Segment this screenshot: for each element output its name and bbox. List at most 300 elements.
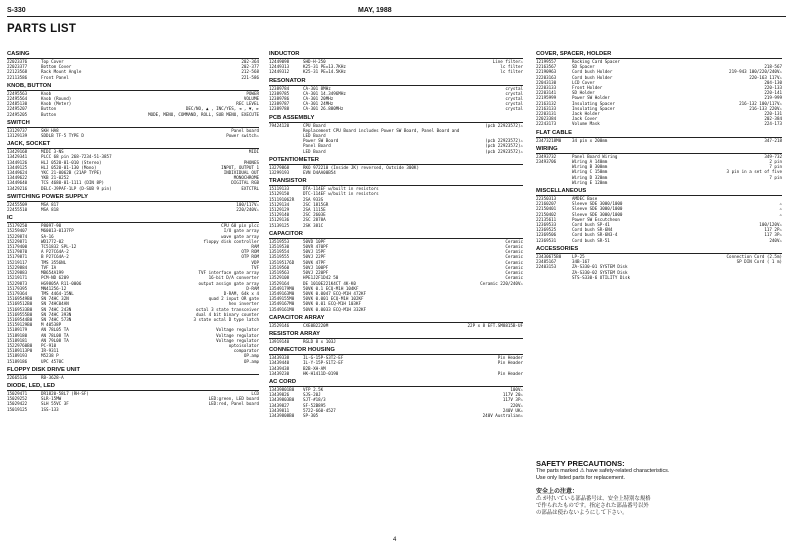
part-description: VFP 2.5K	[303, 386, 324, 392]
part-description: HLJ 0520-01-010 (Stereo)	[41, 159, 102, 165]
part-description: ZA-S330-02 SYSTEM Disk	[572, 269, 628, 275]
part-description: HK-H1411D-0190	[303, 370, 339, 376]
part-description: 50VD 10PF	[303, 238, 326, 244]
part-number: 13549161M0	[269, 306, 295, 312]
part-number: 151191062R	[269, 196, 295, 202]
part-note: DEC/NO, ▲ , INC/YES, ◄ , ▼, ►	[185, 106, 259, 112]
section-heading: JACK, SOCKET	[7, 141, 259, 149]
section-heading: CAPACITOR ARRAY	[269, 315, 523, 323]
part-description: Wiring D 320mm	[572, 174, 608, 180]
part-description: PCM-ND 6209	[41, 275, 69, 281]
part-description: Rocking Card Spacer	[572, 59, 620, 64]
part-number: 15179364	[7, 290, 28, 296]
part-note: CPU 68 pin plcc	[221, 223, 259, 229]
part-number: 15219171	[7, 275, 28, 281]
part-note: crystal	[505, 106, 523, 112]
part-number: 15229871	[7, 238, 28, 244]
part-number: 13919140	[269, 338, 290, 344]
parts-column-middle	[269, 48, 523, 418]
part-description: 50VJ 100PF	[303, 264, 329, 270]
part-note: D-RAM, 64k x 4	[223, 290, 259, 296]
part-description: 5722-660-4527	[303, 407, 336, 413]
part-number: 22163133	[536, 105, 557, 111]
part-note: PHONES	[243, 159, 259, 165]
part-description: Button	[41, 106, 57, 112]
part-note: 216-132 100/117V⚠	[739, 100, 782, 106]
part-number: 13519553	[269, 238, 290, 244]
section-heading: WIRING	[536, 146, 782, 154]
part-description: Sleeve SDE 3000/1000	[572, 201, 623, 207]
part-note: 100/117V⚠	[236, 201, 259, 207]
part-note: 2 pin	[769, 159, 782, 165]
section-heading: POTENTIOMETER	[269, 157, 523, 165]
part-number: 13439440	[269, 360, 290, 366]
part-note: Voltage regulator	[216, 332, 259, 338]
part-number: 13129139	[7, 133, 28, 139]
part-number: 22485130	[7, 101, 28, 107]
section-heading: PCB ASSEMBLY	[269, 115, 523, 123]
safety-title: SAFETY PRECAUTIONS:	[536, 459, 625, 468]
part-description: SN 74HC 573N	[41, 316, 72, 322]
part-description: 50VK 0.0047 ECQ-M1H 472KF	[303, 290, 367, 296]
part-row	[269, 223, 523, 228]
part-row	[269, 149, 523, 154]
part-note: 100/120V⚠	[759, 222, 782, 228]
part-number: 15129140	[269, 212, 290, 218]
part-row	[269, 106, 523, 111]
part-description: AN 78L05 TA	[41, 327, 69, 333]
part-number: 13439827	[269, 402, 290, 408]
part-number: 13439801B0	[269, 386, 295, 392]
part-description: P8097-90	[41, 223, 62, 229]
part-note: Ceramic	[505, 275, 523, 281]
part-note: 221-586	[241, 74, 259, 80]
part-note: MODE, MENU, COMMAND, ROLL, SUB MENU, EXECUTE	[148, 111, 259, 117]
part-note: wave gate array	[221, 233, 259, 239]
part-description: 1SS-133	[41, 406, 59, 412]
part-note: SP DIN Cord ( 1 m)	[736, 259, 782, 265]
part-number: 15229883	[7, 270, 28, 276]
part-note: lc filter	[500, 64, 523, 70]
part-description: SLR-15MW	[41, 396, 62, 402]
part-number: 15129134	[269, 201, 290, 207]
part-description: CA-301 20MHz	[303, 96, 334, 102]
part-number: 22023376	[7, 59, 28, 64]
part-note: Panel board	[231, 127, 259, 133]
part-note: lc filter	[500, 69, 523, 75]
part-number: 15229884	[7, 264, 28, 270]
part-number: 15179400	[7, 244, 28, 250]
part-description: CA-301 26.880MHz	[303, 106, 344, 112]
part-description: IR-9311	[41, 348, 59, 354]
part-note: 117V 20⚠	[502, 392, 523, 398]
part-note: LCD	[251, 390, 259, 396]
part-description: M60013-0137FP	[41, 228, 74, 234]
part-description: Wiring E 120mm	[572, 179, 608, 185]
part-note: TVF interface gate array	[198, 270, 259, 276]
part-description: UPC 4570C	[41, 358, 64, 364]
part-description: DTA-114EF w/built in resistors	[303, 186, 379, 192]
part-note: D-RAM	[246, 285, 259, 291]
part-description: 34B-167	[572, 259, 590, 265]
part-note: 218-567	[764, 64, 782, 70]
section-heading: INDUCTOR	[269, 51, 523, 59]
part-number: 15159129B0	[7, 322, 33, 328]
part-number: 22203163	[536, 74, 557, 80]
part-note: Voltage regulator	[216, 327, 259, 333]
part-number: 22190963	[536, 69, 557, 75]
page-number: 4	[393, 537, 397, 543]
part-note: Ceramic	[505, 254, 523, 260]
part-description: SJT-#18/3	[303, 397, 326, 403]
section-heading: MISCELLANEOUS	[536, 188, 782, 196]
part-description: SN 74HC 243N	[41, 306, 72, 312]
part-note: DIGITAL RGB	[231, 180, 259, 186]
part-note: OP.amp	[243, 353, 259, 359]
part-note: comparator	[233, 348, 259, 354]
part-description: Sleeve SDE 3000/1000	[572, 206, 623, 212]
part-number: 15189186	[7, 358, 28, 364]
part-number: 22403153	[536, 264, 557, 270]
part-note: 212-568	[241, 69, 259, 75]
part-note: 204-130	[764, 79, 782, 85]
part-description: Cord bush SR-6N3-4	[572, 232, 618, 238]
part-description: K25-31 PE=14.5KHz	[303, 69, 346, 75]
part-number: 15119133	[269, 186, 290, 192]
part-note: 220V⚠	[510, 402, 523, 408]
part-note: crystal	[505, 96, 523, 102]
part-description: 50VK 0.001 ECQ-M1H 102KF	[303, 296, 364, 302]
part-description: B P27C64A-2	[41, 254, 69, 260]
part-description: Insulating Spacer	[572, 100, 615, 106]
part-row	[269, 323, 523, 328]
part-number: 23493732	[536, 153, 557, 159]
parts-column-left	[7, 48, 259, 412]
part-description: 50VJ 220PF	[303, 270, 329, 276]
part-note: 117 3P⚠	[764, 232, 782, 238]
section-heading: ACCESSORIES	[536, 246, 782, 254]
part-note	[363, 170, 523, 175]
document-date: MAY, 1988	[358, 7, 392, 14]
part-description: SP-305	[303, 412, 319, 418]
part-description: HPE1J2F1D42 50	[303, 275, 339, 281]
part-description: SD Holder	[572, 90, 595, 96]
part-note: LED:green, LED board	[208, 396, 259, 402]
part-row	[7, 375, 259, 380]
part-number: 13549179M0	[269, 285, 295, 291]
part-description: Cord bush Holder	[572, 74, 613, 80]
part-number: 15019125	[7, 406, 28, 412]
part-number: 15179871	[7, 254, 28, 260]
part-note: (pcb 22923572)⚠	[485, 138, 523, 144]
part-number: 22203141	[536, 90, 557, 96]
part-note: Pin Header	[497, 360, 523, 366]
part-note: MIDI	[248, 149, 259, 155]
part-row	[536, 238, 782, 243]
part-number: 15189193	[7, 353, 28, 359]
part-number: 15029471	[7, 390, 28, 396]
part-number: 13299193	[269, 170, 290, 176]
part-description: Wiring C 150mm	[572, 169, 608, 175]
part-description: 50VK 47PF	[303, 259, 326, 265]
part-number: 13279868	[269, 164, 290, 170]
part-description: Bottom Cover	[41, 64, 72, 70]
part-description: TVF IA	[41, 264, 57, 270]
part-description: CXE0B2220M	[303, 322, 329, 328]
part-number: 12389786	[269, 96, 290, 102]
section-heading: SWITCH	[7, 120, 259, 128]
safety-precautions	[536, 459, 776, 517]
part-number: 13519555	[269, 254, 290, 260]
part-number: 12389788	[269, 106, 290, 112]
part-number: 15229760B0	[7, 342, 33, 348]
part-number: 22195999	[536, 95, 557, 101]
part-row	[536, 121, 782, 126]
part-note: Ceramic	[505, 249, 523, 255]
part-row	[536, 180, 782, 185]
part-number: 22455510	[7, 207, 28, 213]
part-note: TVF	[251, 264, 259, 270]
part-note: octal 3 state transceiver	[195, 306, 259, 312]
parts-column-right	[536, 48, 782, 280]
part-number: 23430675B0	[536, 253, 562, 259]
part-number: 12389787	[269, 101, 290, 107]
part-number: 12449312	[269, 69, 290, 75]
part-note	[632, 180, 782, 185]
part-number: 22495564	[7, 96, 28, 102]
part-number: 22163132	[536, 100, 557, 106]
part-description: LED Board	[303, 133, 326, 139]
part-number: 15169544B0	[7, 316, 33, 322]
part-description: 50VR 470PF	[303, 244, 329, 250]
part-note: crystal	[505, 85, 523, 91]
part-number: 13449125	[7, 164, 28, 170]
part-note: 349-732	[764, 153, 782, 159]
safety-line-japanese: ⚠ が付いている部品番号は、安全上特別な規格	[536, 496, 651, 502]
part-number: 15169533B0	[7, 306, 33, 312]
part-number: 13439438	[269, 365, 290, 371]
part-note: LED:red, Panel board	[208, 401, 259, 407]
part-number	[536, 275, 572, 280]
part-note: Power switch⚠	[226, 133, 259, 139]
part-description: WD1772-02	[41, 238, 64, 244]
part-number: 12389785	[269, 90, 290, 96]
part-description: Power SW Board	[303, 138, 339, 144]
part-note: Ceramic	[505, 238, 523, 244]
part-number: 22123568	[7, 69, 28, 75]
part-description: MSA 818	[41, 207, 59, 213]
part-number: 15189180	[7, 332, 28, 338]
section-heading: TRANSISTOR	[269, 178, 523, 186]
part-note: VOLUME	[243, 96, 259, 102]
part-number: 13549155M0	[269, 296, 295, 302]
part-number: 15129129	[269, 207, 290, 213]
part-row	[536, 275, 782, 280]
part-number: 13519560	[269, 264, 290, 270]
part-number: 15139125	[269, 222, 290, 228]
part-description: PLCC 68 pin 268-7234-51-3857	[41, 154, 112, 160]
part-number: 15189179	[7, 327, 28, 333]
part-note: (pcb 22923572)⚠	[485, 148, 523, 154]
part-number: 22495205	[7, 111, 28, 117]
part-description: Jack Cover	[572, 116, 598, 122]
part-number: 13439811	[269, 407, 290, 413]
part-number: 22113586	[7, 74, 28, 80]
part-number: 15179395	[7, 285, 28, 291]
part-note: optoisolator	[228, 342, 259, 348]
section-heading: RESONATOR	[269, 78, 523, 86]
part-number: 12369531	[536, 237, 557, 243]
part-note: ⚠	[779, 201, 782, 207]
part-description: PC-910	[41, 342, 57, 348]
part-number: 12389784	[269, 85, 290, 91]
part-note: POWER	[246, 90, 259, 96]
part-number: 15029252	[7, 396, 28, 402]
part-number: 13449640	[7, 180, 28, 186]
part-description: A P27C64A-2	[41, 249, 69, 255]
part-number: 22665136	[7, 374, 28, 380]
section-heading: SWITCHING POWER SUPPLY	[7, 194, 259, 202]
part-number: 15229873	[7, 280, 28, 286]
part-number: 15189113P0	[7, 348, 33, 354]
part-description: RKO 972210 (Inside JK) reversed, Outside 300K)	[303, 164, 419, 170]
part-number: 15029422	[7, 401, 28, 407]
part-description: 2SA 933S	[303, 196, 324, 202]
part-description: TMS 3556NL	[41, 259, 67, 265]
part-note: 16-bit D/A converter	[208, 275, 259, 281]
part-number: 22150402	[536, 211, 557, 217]
part-description: STS-S330-6 UTILITY Disk	[572, 274, 630, 280]
part-description: MN41256-12	[41, 285, 67, 291]
part-number: 13449624	[7, 170, 28, 176]
part-number: 15169555B0	[7, 311, 33, 317]
part-number: 23473218M0	[536, 137, 562, 143]
part-note: Pin Header	[497, 355, 523, 361]
part-note: 220/240V⚠	[236, 207, 259, 213]
part-note: 219-943 100/220/240V⚠	[729, 69, 782, 75]
part-note: 3 pin in a set of five	[726, 169, 782, 175]
part-note: Ceramic	[505, 264, 523, 270]
part-description: SLH 55VC 3F	[41, 401, 69, 407]
part-note: 220-131	[764, 111, 782, 117]
section-heading: CAPACITOR	[269, 231, 523, 239]
part-number: 22203131	[536, 111, 557, 117]
part-note: crystal	[505, 90, 523, 96]
part-number: 135195176D	[269, 259, 295, 265]
part-number: 12369533	[536, 222, 557, 228]
part-note: 7 pin	[769, 164, 782, 170]
safety-line: Use only listed parts for replacement.	[536, 475, 625, 481]
safety-line-japanese: で作られたものです。指定された部品番号以外	[536, 503, 649, 509]
part-description: LED Board	[303, 148, 326, 154]
part-note: ⚠	[779, 211, 782, 217]
part-note: (pcb 22923572)⚠	[485, 143, 523, 149]
part-number: 13439808B0	[269, 412, 295, 418]
part-description: Power SW Holder	[572, 95, 610, 101]
part-row	[269, 170, 523, 175]
part-description: 2SC 1815GR	[303, 201, 329, 207]
part-note: Line filter⚠	[492, 59, 523, 64]
part-note: 202-384	[764, 116, 782, 122]
part-description: LP-25	[572, 253, 585, 259]
part-number	[536, 180, 572, 185]
part-number: 13519530	[269, 244, 290, 250]
section-heading: CASING	[7, 51, 259, 59]
part-note: 7 pin	[769, 174, 782, 180]
part-number: 13439230	[269, 370, 290, 376]
part-note: floppy disk controller	[203, 238, 259, 244]
part-description: SHD-H-250	[303, 59, 326, 64]
part-note	[363, 223, 523, 228]
safety-title-japanese: 安全上の注意：	[536, 489, 579, 495]
part-row	[536, 138, 782, 143]
part-note: I/O gate array	[223, 228, 259, 234]
part-number: 22495563	[7, 90, 28, 96]
part-number: 22023384	[536, 116, 557, 122]
part-number: 12199557	[536, 59, 557, 64]
part-description: SA-16	[41, 233, 54, 239]
part-number: 15129150	[269, 191, 290, 197]
part-description: B2B-XH-AM	[303, 365, 326, 371]
part-description: DR1820-58L7 (RH-SF)	[41, 390, 89, 396]
part-description: Button	[41, 111, 57, 117]
part-number: 22203133	[536, 85, 557, 91]
safety-line: The parts marked ⚠ have safety-related characteristics.	[536, 468, 670, 474]
part-number: 13429341	[7, 154, 28, 160]
part-note: hex inverter	[228, 301, 259, 307]
part-number: 13519563	[269, 270, 290, 276]
part-description: SKH HA8	[41, 127, 59, 133]
part-note: OTP ROM	[241, 254, 259, 260]
part-description: Front Holder	[572, 85, 603, 91]
part-description: DE 1010E221K4CT 4K-K0	[303, 280, 356, 286]
part-description: SF-52B895	[303, 402, 326, 408]
part-description: SN 74HC04AN	[41, 301, 69, 307]
part-number: 22023377	[7, 64, 28, 70]
part-description: EVN D4AA00B54	[303, 170, 336, 176]
part-number: 12449098	[269, 59, 290, 64]
part-number: 22043130	[536, 79, 557, 85]
part-row	[269, 413, 523, 418]
part-number: 13529108	[269, 275, 290, 281]
part-note: ⚠	[779, 206, 782, 212]
part-description: DELC-J9PAF-1LP (D-SUB 9 pin)	[41, 185, 112, 191]
part-note: MONOCHROME	[233, 175, 259, 181]
part-number: 15179250	[7, 223, 28, 229]
part-number: 13549163M0	[269, 290, 295, 296]
part-note: OTP ROM	[241, 249, 259, 255]
part-description: 50VJ 15PF	[303, 249, 326, 255]
part-row	[269, 69, 523, 74]
part-description: LCD Cover	[572, 79, 595, 85]
part-description: ZA-S330-01 SYSTEM Disk	[572, 264, 628, 270]
part-number: 22243173	[536, 121, 557, 127]
part-note: 117V 3P⚠	[502, 397, 523, 403]
part-note: Ceramic	[505, 244, 523, 250]
part-note	[105, 375, 259, 380]
part-number: 13449622	[7, 175, 28, 181]
part-row	[7, 112, 259, 117]
part-number: 15179870	[7, 249, 28, 255]
part-number: 13429216	[7, 185, 28, 191]
part-note: INPUT, OUTPUT 1	[221, 164, 259, 170]
part-description: AMDEC Base	[572, 196, 598, 202]
section-heading: FLAT CABLE	[536, 130, 782, 138]
part-note: Ceramic	[505, 270, 523, 276]
part-description: 2SA 1115E	[303, 207, 326, 213]
part-description: Top Cover	[41, 59, 64, 64]
part-description: TMS 4464-15NL	[41, 290, 74, 296]
